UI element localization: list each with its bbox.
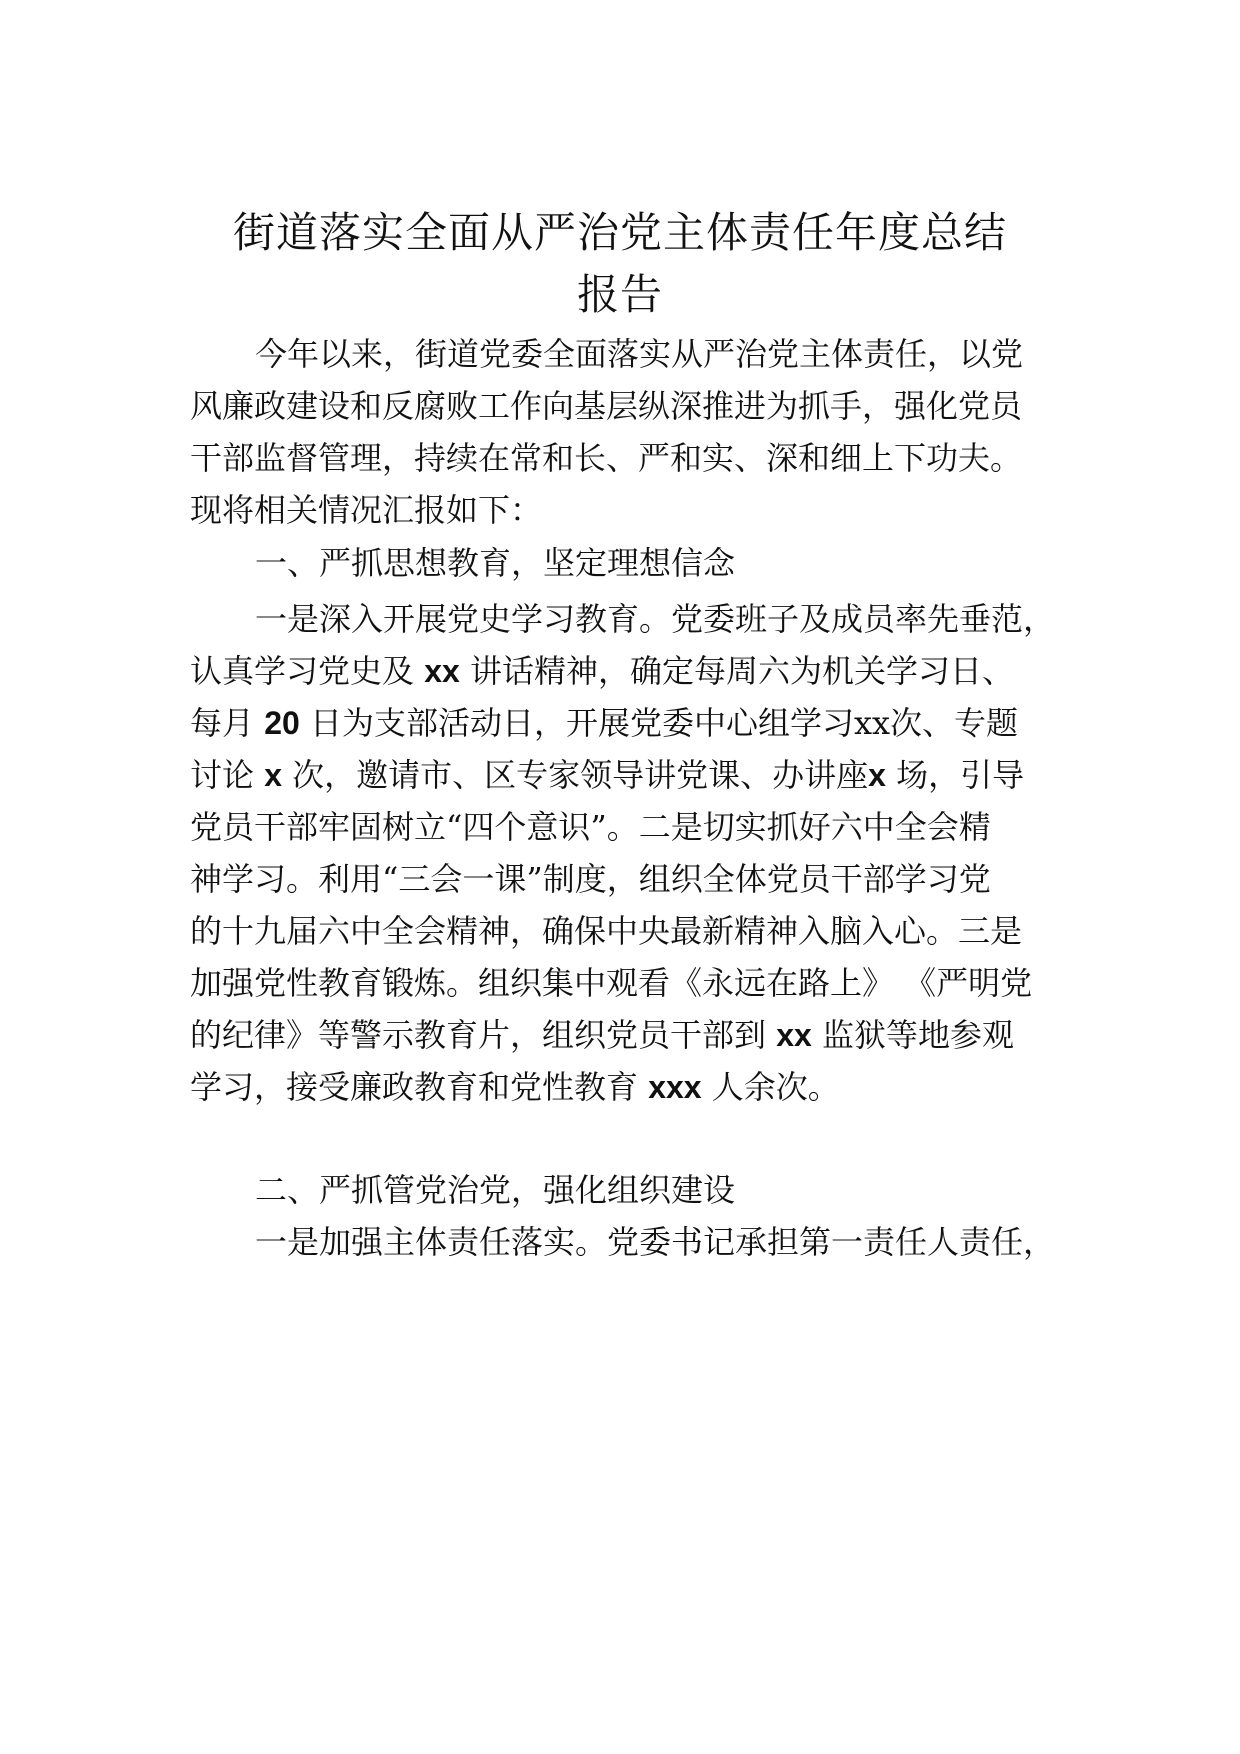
number-text: 20	[264, 705, 300, 741]
placeholder-text: x	[868, 757, 886, 793]
section-1-line-4	[190, 755, 1050, 795]
section-2-heading: 二、严抓管党治党，强化组织建设	[255, 1171, 736, 1209]
text-segment: 日为支部活动日，开展党委中心组学习xx次、专题	[299, 704, 1019, 742]
text-segment: 的纪律》等警示教育片，组织党员干部到	[190, 1016, 777, 1054]
intro-line-1: 今年以来，街道党委全面落实从严治党主体责任，以党	[255, 335, 1024, 373]
intro-line-4: 现将相关情况汇报如下：	[190, 491, 543, 529]
document-title-line-1: 街道落实全面从严治党主体责任年度总结	[232, 208, 1007, 257]
text-segment: 每月	[190, 704, 265, 742]
section-1-heading: 一、严抓思想教育，坚定理想信念	[255, 544, 736, 582]
text-segment: 认真学习党史及	[190, 652, 425, 690]
placeholder-text: xxx	[648, 1069, 702, 1105]
placeholder-text: x	[264, 757, 282, 793]
text-segment: 讲话精神，确定每周六为机关学习日、	[459, 652, 1014, 690]
intro-line-3: 干部监督管理，持续在常和长、严和实、深和细上下功夫。	[190, 439, 1023, 477]
text-segment: 讨论	[190, 756, 265, 794]
section-1-line-3	[190, 703, 1050, 743]
intro-line-2: 风廉政建设和反腐败工作向基层纵深推进为抓手，强化党员	[190, 387, 1023, 425]
placeholder-text: xx	[424, 653, 460, 689]
section-1-line-6: 神学习。利用“三会一课”制度，组织全体党员干部学习党	[190, 860, 991, 898]
section-1-line-9	[190, 1015, 1050, 1055]
section-1-line-2	[190, 651, 1050, 691]
section-1-line-7: 的十九届六中全会精神，确保中央最新精神入脑入心。三是	[190, 912, 1023, 950]
text-segment: 学习，接受廉政教育和党性教育	[190, 1068, 649, 1106]
document-title-line-2: 报告	[576, 270, 663, 319]
text-segment: 次，邀请市、区专家领导讲党课、办讲座	[281, 756, 869, 794]
section-1-line-1: 一是深入开展党史学习教育。党委班子及成员率先垂范，	[255, 600, 1056, 638]
placeholder-text: xx	[776, 1017, 812, 1053]
section-1-line-5: 党员干部牢固树立“四个意识”。二是切实抓好六中全会精	[190, 808, 991, 846]
text-segment: 人余次。	[701, 1068, 840, 1106]
section-2-line-1: 一是加强主体责任落实。党委书记承担第一责任人责任，	[255, 1223, 1056, 1261]
text-segment: 场，引导	[885, 756, 1025, 794]
section-1-line-10	[190, 1067, 1050, 1107]
section-1-line-8: 加强党性教育锻炼。组织集中观看《永远在路上》 《严明党	[190, 964, 1033, 1002]
text-segment: 监狱等地参观	[811, 1016, 1014, 1054]
